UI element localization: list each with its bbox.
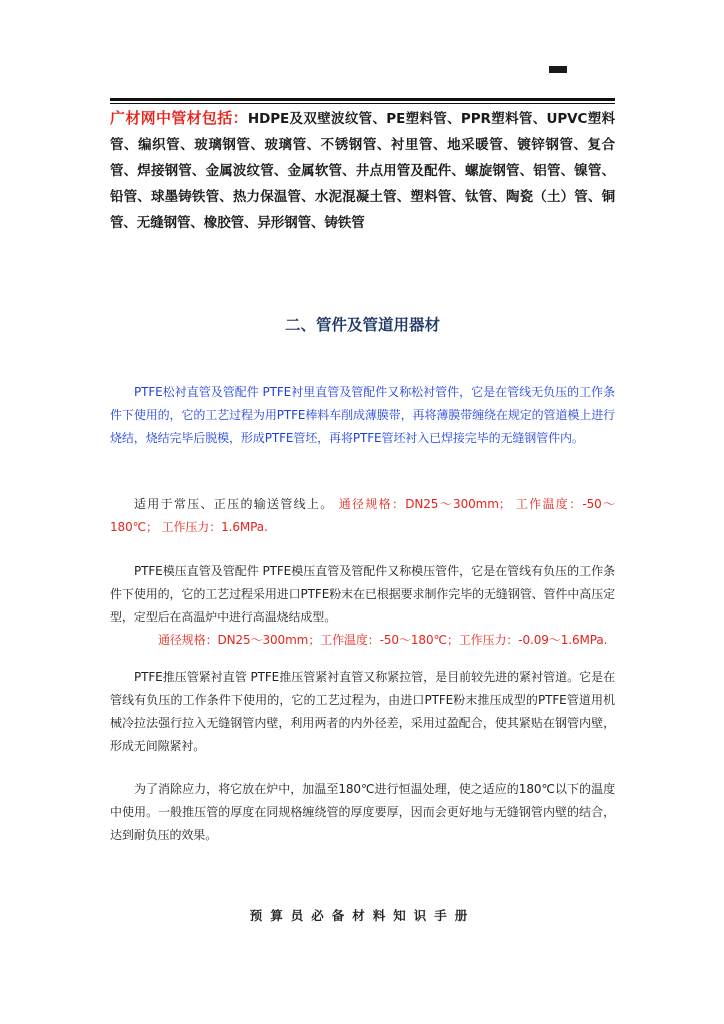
spec-1-usage: 适用于常压、正压的输送管线上。 — [134, 497, 334, 511]
spec-1-values: 通径规格：DN25～300mm； 工作温度：-50～180℃； 工作压力：1.6MPa. — [110, 497, 615, 534]
paragraph-ptfe-push-pressed: PTFE推压管紧衬直管 PTFE推压管紧衬直管又称紧拉管，是目前较先进的紧衬管道。它是在管线有负压的工作条件下使用的，它的工艺过程为，由进口PTFE粉末推压成型的PTFE管道用机械冷拉法强行拉入无缝钢管内壁，利用两者的内外径差，采用过盈配合，使其紧贴在钢管内壁，形成无间隙紧衬。 — [110, 670, 615, 753]
spec-2-values: 通径规格：DN25～300mm；工作温度：-50～180℃；工作压力：-0.09～1.6MPa. — [158, 633, 608, 647]
molded-text: PTFE模压直管及管配件 PTFE模压直管及管配件又称模压管件，它是在管线有负压的工作条件下使用的，它的工艺过程采用进口PTFE粉末在已根据要求制作完毕的无缝钢管、管件中高压定型，定型后在高温炉中进行高温烧结成型。 — [110, 564, 615, 624]
header-logo-mark — [549, 66, 567, 73]
section-title: 二、管件及管道用器材 — [284, 316, 440, 334]
header-rule-thick — [110, 98, 615, 101]
header-rule-thin — [110, 103, 615, 104]
intro-lead: 广材网中管材包括： — [110, 109, 248, 127]
paragraph-spec-1 — [110, 493, 615, 539]
paragraph-stress-relief: 为了消除应力，将它放在炉中，加温至180℃进行恒温处理，使之适应的180℃以下的温度中使用。一般推压管的厚度在同规格缠绕管的厚度要厚，因而会更好地与无缝钢管内壁的结合，达到耐负压的效果。 — [110, 782, 615, 842]
paragraph-ptfe-loose-lined: PTFE松衬直管及管配件 PTFE衬里直管及管配件又称松衬管件，它是在管线无负压的工作条件下使用的，它的工艺过程为用PTFE棒料车削成薄膜带，再将薄膜带缠绕在规定的管道模上进行烧结，烧结完毕后脱模，形成PTFE管坯，再将PTFE管坯衬入已焊接完毕的无缝钢管件内。 — [110, 385, 615, 445]
intro-list: HDPE及双壁波纹管、PE塑料管、PPR塑料管、UPVC塑料管、编织管、玻璃钢管、玻璃管、不锈钢管、衬里管、地采暖管、镀锌钢管、复合管、焊接钢管、金属波纹管、金属软管、井点用管及配件、螺旋钢管、铝管、镍管、铅管、球墨铸铁管、热力保温管、水泥混凝土管、塑料管、钛管、陶瓷（土）管、铜管、无缝钢管、橡胶管、异形钢管、铸铁管 — [110, 111, 615, 231]
paragraph-ptfe-molded — [110, 560, 615, 652]
footer-handbook-title: 预算员必备材料知识手册 — [249, 908, 476, 923]
pipe-materials-intro — [110, 105, 615, 236]
